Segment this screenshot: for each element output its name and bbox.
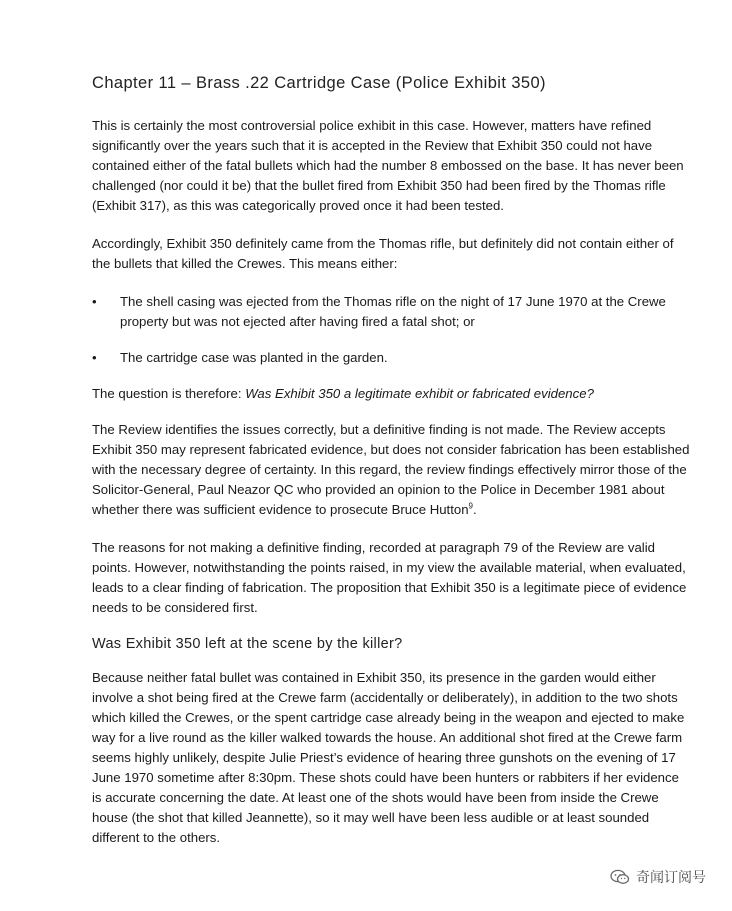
paragraph-intro: This is certainly the most controversial police exhibit in this case. However, matters have refined significantly over the years such that it is accepted in the Review that Exhibit 350 could not have contained either of the fatal bullets which had the number 8 embossed on the base. It has never been challenged (nor could it be) that the bullet fired from Exhibit 350 had been fired by the Thomas rifle (Exhibit 317), as this was categorically proved once it had been tested. [92,118,684,213]
wechat-icon [610,869,630,885]
list-item-text: The cartridge case was planted in the garden. [120,350,388,365]
paragraph-question [92,384,692,404]
list-item [92,348,692,368]
question-lead: The question is therefore: [92,386,246,401]
question-text: Was Exhibit 350 a legitimate exhibit or fabricated evidence? [245,386,594,401]
review-text-end: . [473,502,477,517]
paragraph-reasons: The reasons for not making a definitive finding, recorded at paragraph 79 of the Review are valid points. However, notwithstanding the points raised, in my view the available material, when evaluated, leads to a clear finding of fabrication. The proposition that Exhibit 350 is a legitimate piece of evidence needs to be considered first. [92,540,687,615]
bullet-marker: • [92,294,97,309]
review-text: The Review identifies the issues correctly, but a definitive finding is not made. The Review accepts Exhibit 350 may represent fabricated evidence, but does not consider fabrication has been established with the necessary degree of certainty. In this regard, the review findings effectively mirror those of the Solicitor-General, Paul Neazor QC who provided an opinion to the Police in December 1981 about whether there was sufficient evidence to prosecute Bruce Hutton [92,422,690,517]
list-item-text: The shell casing was ejected from the Thomas rifle on the night of 17 June 1970 at the Crewe property but was not ejected after having fired a fatal shot; or [120,294,666,329]
paragraph-scene: Because neither fatal bullet was contained in Exhibit 350, its presence in the garden would either involve a shot being fired at the Crewe farm (accidentally or deliberately), in addition to the two shots which killed the Crewes, or the spent cartridge case already being in the weapon and ejected to make way for a live round as the killer walked towards the house. An additional shot fired at the Crewe farm seems highly unlikely, despite Julie Priest’s evidence of hearing three gunshots on the evening of 17 June 1970 sometime after 8:30pm. These shots could have been hunters or rabbiters if her evidence is accurate concerning the date. At least one of the shots would have been from inside the Crewe house (the shot that killed Jeannette), so it may well have been less audible or at least sounded different to the others. [92,670,685,845]
bullet-marker: • [92,350,97,365]
document-page [92,70,692,866]
footnote-ref[interactable]: 9 [468,501,473,511]
bullet-list [92,292,692,368]
paragraph-review [92,420,692,520]
page-title: Chapter 11 – Brass .22 Cartridge Case (Police Exhibit 350) [92,74,546,92]
list-item [92,292,692,332]
watermark-text: 奇闻订阅号 [636,870,706,886]
section-heading: Was Exhibit 350 left at the scene by the killer? [92,636,403,652]
paragraph-accordingly: Accordingly, Exhibit 350 definitely came from the Thomas rifle, but definitely did not contain either of the bullets that killed the Crewes. This means either: [92,236,674,271]
watermark [606,865,710,889]
